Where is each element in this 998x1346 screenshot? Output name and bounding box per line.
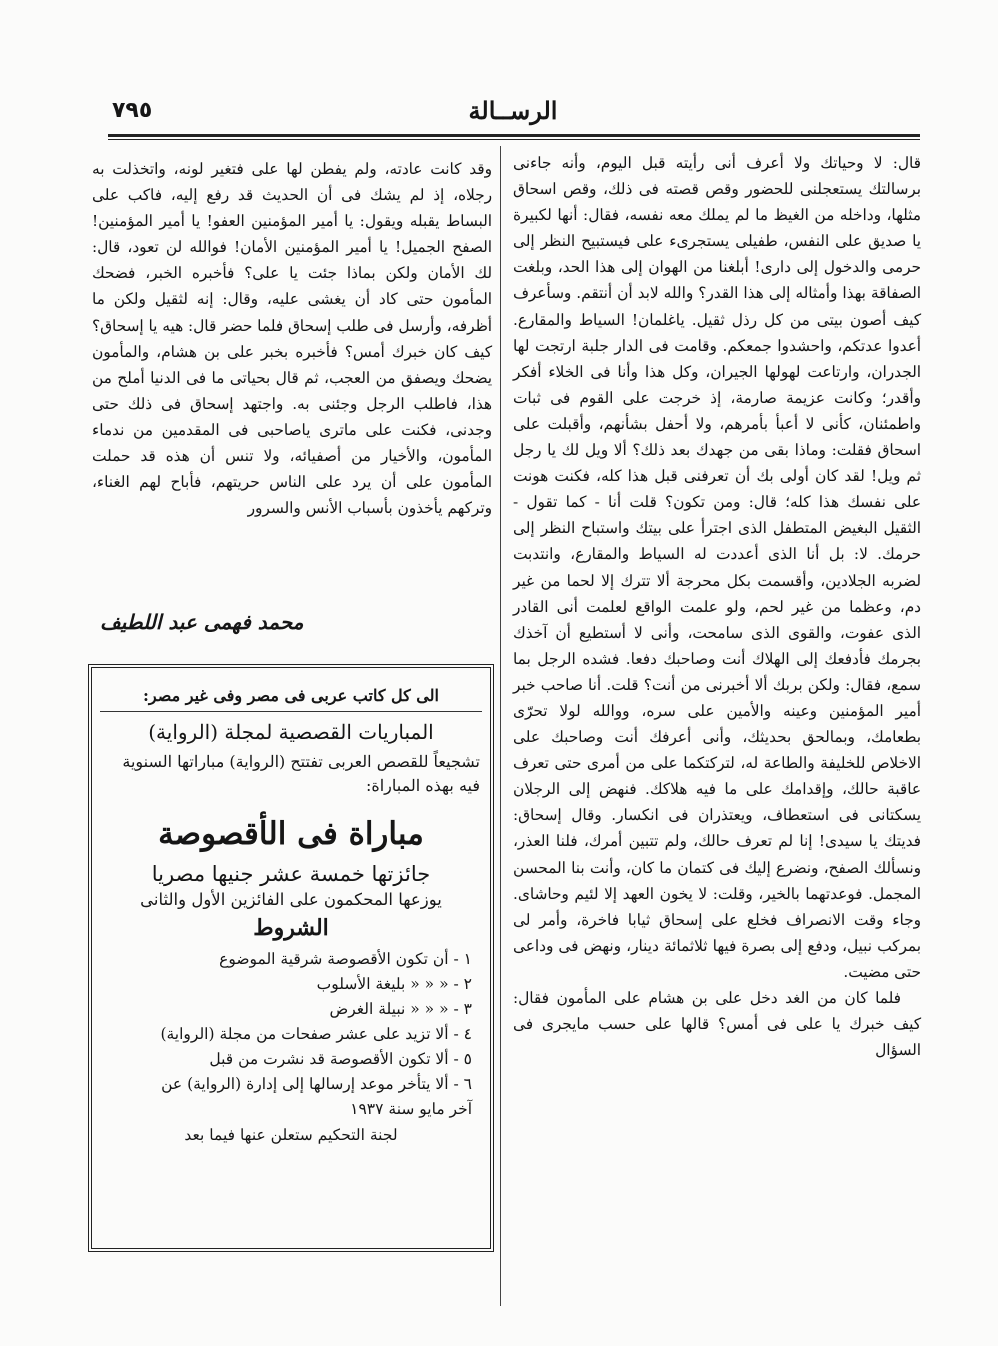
ad-conditions-title: الشروط — [253, 915, 329, 941]
condition-item: ٢ - « « « بليغة الأسلوب — [316, 975, 472, 993]
advertisement-box — [88, 664, 494, 1252]
condition-item: ٦ - ألا يتأخر موعد إرسالها إلى إدارة (الرواية) عن — [161, 1075, 472, 1093]
author-signature: محمد فهمى عبد اللطيف — [100, 610, 304, 634]
condition-item: ٣ - « « « نبيلة الغرض — [329, 1000, 472, 1018]
condition-item: ٥ - ألا تكون الأقصوصة قد نشرت من قبل — [209, 1050, 472, 1068]
journal-title: الرســالة — [468, 96, 558, 125]
ad-prize: جائزتها خمسة عشر جنيها مصريا — [151, 862, 431, 886]
ad-deadline: آخر مايو سنة ١٩٣٧ — [350, 1100, 472, 1118]
right-column-paragraph: قال: لا وحياتك ولا أعرف أنى رأيته قبل اليوم، وأنه جاءنى برسالتك يستعجلنى للحضور وقص قصته فى ذلك، وقص اسحاق مثلها، وداخله من الغيظ ما لم يملك معه نفسه، فقال: أنها لكبيرة يا صديق على النفس، طفيلى يستجرىء على فيستبيح النظر إلى حرمى والدخول إلى دارى! أبلغنا من الهوان إلى هذا الحد، وبلغت الصفاقة بهذا وأمثاله إلى هذا القدر؟ والله لابد أن أنتقم. وسأعرف كيف أصون بيتى من كل رذل ثقيل. ياغلمان! السياط والمقارع. أعدوا عدتكم، واحشدوا جمعكم. وقامت فى الدار جلبة ارتجت لها الجدران، وارتاعت لهولها الجيران، وكل هذا وأنا فى الخلاء أفكر وأقدر؛ وكانت عزيمة صارمة، إذ خرجت على القوم فى ثبات واطمئنان، كأنى لا أعبأ بأمرهم، ولا أحفل بشأنهم، وأقبلت على اسحاق فقلت: وماذا بقى من جهدك بعد ذلك؟ ألا ويل لك يا رجل ثم ويل! لقد كان أولى بك أن تعرفنى قبل هذا كله، فكنت هونت على نفسك هذا كله؛ قال: ومن تكون؟ قلت أنا - كما تقول - الثقيل البغيض المتطفل الذى اجترأ على بيتك واستباح النظر إلى حرمك. لا: بل أنا الذى أعددت له السياط والمقارع، وانتدبت لضربه الجلادين، وأقسمت بكل محرجة ألا تترك إلا لحما من غير دم، وعظما من غير لحم، ولو علمت الواقع لعلمت أنى القادر الذى عفوت، والقوى الذى سامحت، وأنى لا أستطيع أن آخذك بجرمك فأدفعك إلى الهلاك أنت وصاحبك دفعا. فشده الرجل بما سمع، فقال: ولكن بربك ألا أخبرنى من أنت؟ قلت. أنا صاحب خبر أمير المؤمنين وعينه والأمين على سره، ووالله لولا تحرّى بطعامك، وبمالحق بحديثك، وأنى أعرفك أنت وصاحبك على الاخلاص للخليفة والطاعة له، لتركتكما على من أمرى حتى تعرف عاقبة حالك، وإقدامك على ما فيه هلاكك. فنهض إلى الرجلان يسكتانى فى استعطاف، ويعتذران فى انكسار. وقال إسحاق: فديتك يا سيدى! إنا لم تعرف حالك، ولم تتبين أمرك، فلنا العذر، ونسألك الصفح، ونضرع إليك فى كتمان ما كان، وأنت بنا المحسن المجمل. فوعدتهما بالخير، وقلت: لا يخون العهد إلا لئيم وحاشاى. وجاء وقت الانصراف فخلع على إسحاق ثيابا فاخرة، وأمر لى بمركب نبيل، ودفع إلى بصرة فيها ثلاثمائة دينار، ونهض فى وداعى حتى مضيت. — [513, 154, 921, 981]
column-divider — [500, 146, 501, 1306]
page-number: ٧٩٥ — [112, 98, 153, 123]
ad-subheading: المباريات القصصية لمجلة (الرواية) — [148, 720, 434, 744]
right-column-paragraph: فلما كان من الغد دخل على بن هشام على المأمون فقال: كيف خبرك يا على فى أمس؟ قالها على حسب مايجرى فى السؤال — [513, 989, 921, 1060]
right-column — [513, 150, 921, 1063]
ad-conditions-list — [102, 947, 472, 1097]
ad-committee: لجنة التحكيم ستعلن عنها فيما بعد — [184, 1126, 398, 1144]
header-rule — [108, 134, 920, 140]
ad-intro: تشجيعاً للقصص العربى تفتتح (الرواية) مباراتها السنوية فيه بهذه المباراة: — [122, 752, 480, 795]
condition-item: ١ - أن تكون الأقصوصة شرقية الموضوع — [219, 950, 472, 968]
ad-title: مباراة فى الأقصوصة — [158, 816, 424, 852]
left-column-paragraph: وقد كانت عادته، ولم يفطن لها على فتغير لونه، واتخذلت به رجلاه، إذ لم يشك فى أن الحديث قد رفع إليه، فاكب على البساط يقبله ويقول: يا أمير المؤمنين العفو! يا أمير المؤمنين! الصفح الجميل! يا أمير المؤمنين الأمان! فوالله لن تعود، قال: لك الأمان ولكن بماذا جئت يا على؟ فأخبره الخبر، فضحك المأمون حتى كاد أن يغشى عليه، وقال: إنه لثقيل ولكن ما أظرفه، وأرسل فى طلب إسحاق فلما حضر قال: هيه يا إسحاق؟ كيف كان خبرك أمس؟ فأخبره بخبر على بن هشام، والمأمون يضحك ويصفق من العجب، ثم قال بحياتى ما فى الدنيا أملح من هذا، فاطلب الرجل وجئنى به. واجتهد إسحاق فى ذلك حتى وجدنى، فكنت على ماترى ياصاحبى فى المقدمين من ندماء المأمون، والأخيار من أصفيائه، ولا تنس أن هذه قد حملت المأمون على أن يرد على الناس حريتهم، فأباح لهم الغناء، وتركهم يأخذون بأسباب الأنس والسرور — [92, 160, 492, 518]
left-column — [92, 156, 492, 521]
page-header — [108, 98, 918, 130]
ad-judges: يوزعها المحكمون على الفائزين الأول والثانى — [140, 890, 442, 909]
condition-item: ٤ - ألا تزيد على عشر صفحات من مجلة (الرواية) — [160, 1025, 472, 1043]
ad-heading: الى كل كاتب عربى فى مصر وفى غير مصر: — [100, 686, 482, 712]
